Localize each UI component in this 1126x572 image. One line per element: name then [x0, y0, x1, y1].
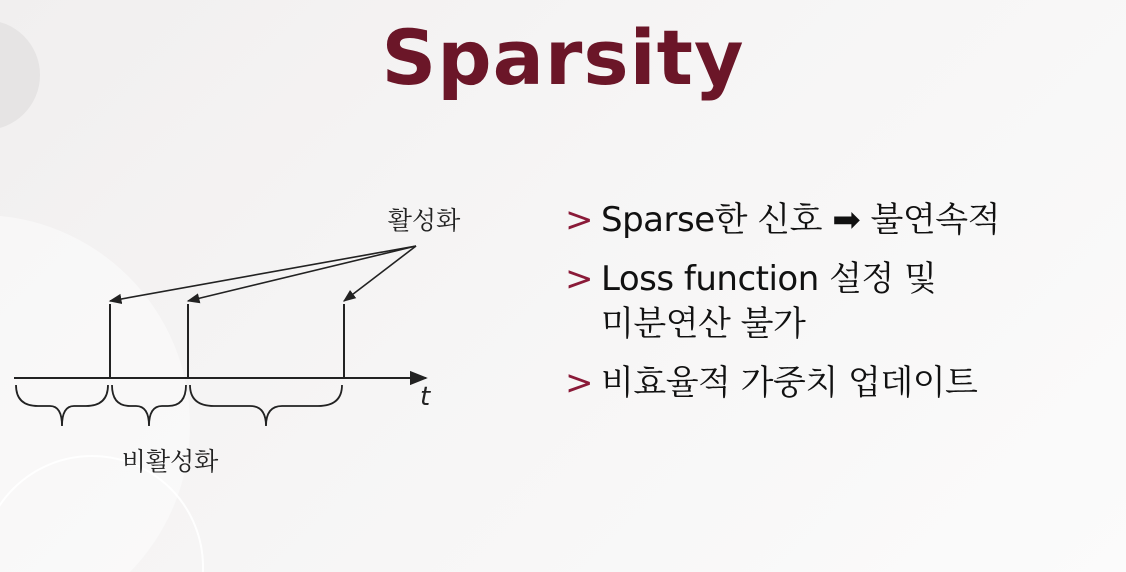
bullet-list: [565, 198, 1105, 406]
bullet-text: 미분연산 불가: [601, 304, 806, 344]
bullet-text: Loss function 설정 및: [601, 259, 937, 299]
inactive-label: 비활성화: [121, 447, 219, 476]
bullet-item: [565, 257, 1105, 347]
inactive-brace: [190, 385, 342, 426]
inactive-brace: [16, 385, 108, 426]
bullet-item: [565, 198, 1105, 243]
pointer-arrow: [188, 246, 416, 301]
bullet-text: Sparse한 신호 ➡ 불연속적: [601, 200, 1000, 240]
chevron-right-icon: >: [565, 259, 593, 299]
activation-diagram: [0, 0, 500, 572]
bullet-item: [565, 361, 1105, 406]
time-axis-label: t: [420, 382, 431, 412]
chevron-right-icon: >: [565, 363, 593, 403]
chevron-right-icon: >: [565, 200, 593, 240]
bullet-text: 비효율적 가중치 업데이트: [601, 363, 978, 403]
pointer-arrow: [110, 246, 416, 301]
inactive-brace: [112, 385, 186, 426]
slide-title: Sparsity: [381, 13, 745, 102]
active-label: 활성화: [387, 206, 461, 235]
